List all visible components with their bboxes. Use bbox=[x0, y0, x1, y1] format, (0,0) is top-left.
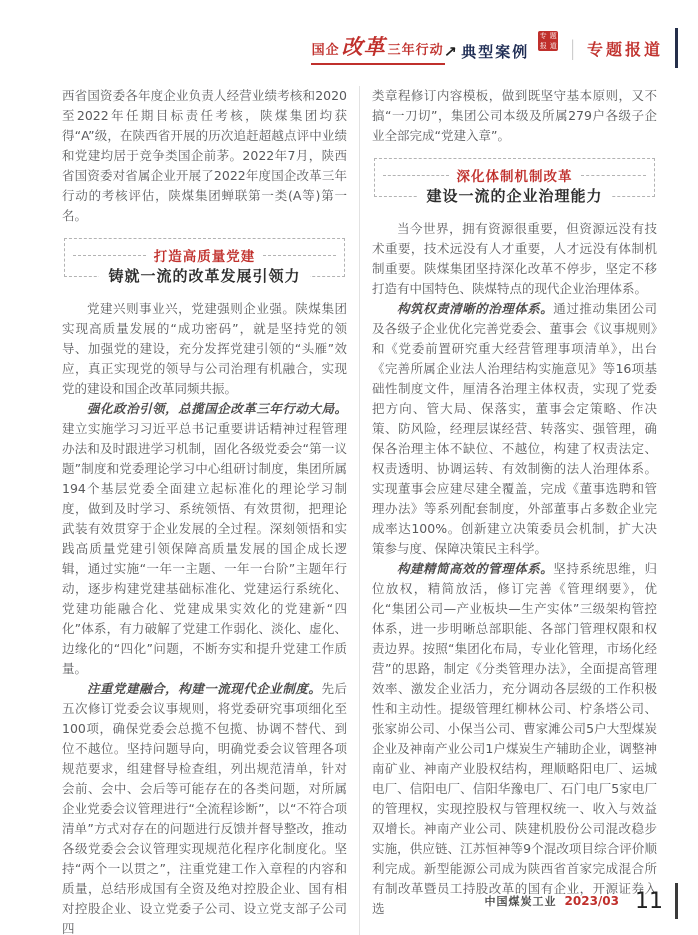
section-title-red: 深化体制机制改革 bbox=[456, 169, 573, 185]
article-body bbox=[62, 86, 657, 935]
header-divider: | bbox=[569, 36, 576, 60]
journal-title: 中国煤炭工业 bbox=[484, 895, 557, 908]
section-title-red: 打造高质量党建 bbox=[153, 249, 256, 265]
seal-character: 题 bbox=[549, 31, 557, 40]
paragraph-text: 先后五次修订党委会议事规则，将党委研究事项细化至100项，确保党委会总揽不包揽、协调不替代、到位不越位。坚持问题导向，明确党委会议管理各项规范要求，组建督导检查组，列出规范清单，针对会前、会中、会后等可能存在的各类问题，对所属企业党委会议管理进行“全流程诊断”，以“不符合项清单”方式对存在的问题进行反馈并督导整改，推动各级党委会会议管理实现规范化程序化制度化。坚持“两个一以贯之”，注重党建工作入章程的内容和质量，总结形成国有全资及绝对控股企业、国有相对控股企业、设立党委子公司、设立党支部子公司四 bbox=[62, 681, 347, 935]
seal-character: 报 bbox=[539, 41, 547, 50]
footer-vertical-rule bbox=[675, 883, 678, 919]
dashed-rule bbox=[263, 255, 336, 256]
logo-script-word: 改革 bbox=[341, 34, 386, 59]
paragraph bbox=[372, 299, 657, 559]
page-number: 11 bbox=[635, 888, 663, 914]
logo-underlined-text bbox=[311, 31, 445, 65]
paragraph bbox=[62, 399, 347, 679]
paragraph bbox=[62, 299, 347, 399]
seal-stamp-icon bbox=[538, 31, 558, 51]
paragraph bbox=[62, 679, 347, 935]
seal-character: 道 bbox=[549, 41, 557, 50]
paragraph-text: 西省国资委各年度企业负责人经营业绩考核和2020至2022年任期目标责任考核，陕煤集团均获得“A”级，在陕西省开展的历次追赶超越点评中业绩和党建均居于竞争类国企前茅。2022年7月，陕西省国资委对省属企业开展了2022年度国企改革三年行动的考核评估，陕煤集团蝉联第一类(A等)第一名。 bbox=[62, 88, 347, 223]
paragraph-lead-in: 构建精简高效的管理体系。 bbox=[397, 561, 554, 576]
left-column bbox=[62, 86, 347, 935]
dashed-rule bbox=[73, 255, 146, 256]
section-title-box bbox=[64, 238, 345, 285]
paragraph bbox=[372, 559, 657, 919]
section-title-red-row bbox=[383, 165, 646, 185]
section-title-black: 建设一流的企业治理能力 bbox=[417, 185, 611, 206]
paragraph-text: 坚持系统思维，归位放权，精简放活，修订完善《管理纲要》，优化“集团公司—产业板块—生产实体”三级架构管控体系，进一步明晰总部职能、各部门管理权限和权责边界。按照“集团化布局，专业化管理，市场化经营”的思路，制定《分类管理办法》，全面提高管理效率、激发企业活力，充分调动各层级的工作积极性和主动性。提级管理红柳林公司、柠条塔公司、张家峁公司、小保当公司、曹家滩公司5户大型煤炭企业及神南产业公司1户煤炭生产辅助企业，调整神南矿业、神南产业股权结构，理顺略阳电厂、运城电厂、信阳电厂、信阳华豫电厂、石门电厂5家电厂的管理权，实现控股权与管理权统一、收入与效益双增长。神南产业公司、陕建机股份公司混改稳步实施，供应链、江苏恒神等9个混改项目综合评价顺利完成。新型能源公司成为陕西省首家完成混合所有制改革暨员工持股改革的国有企业，开源证券入选 bbox=[372, 561, 657, 916]
right-column bbox=[372, 86, 657, 935]
paragraph bbox=[372, 86, 657, 146]
paragraph-text: 当今世界，拥有资源很重要，但资源远没有技术重要，技术远没有人才重要，人才远没有体制机制重要。陕煤集团坚持深化改革不停步，坚定不移打造有中国特色、陕煤特点的现代企业治理体系。 bbox=[372, 221, 657, 296]
paragraph-text: 建立实施学习习近平总书记重要讲话精神过程管理办法和及时跟进学习机制，固化各级党委会“第一议题”制度和党委理论学习中心组研讨制度，集团所属194个基层党委全面建立起标准化的理论学习制度，做到及时学习、系统领悟、有效贯彻，把理论武装有效贯穿于企业发展的全过程。深刻领悟和实践高质量党建引领保障高质量发展的国企成长逻辑，通过实施“一年一主题、一年一台阶”主题年行动，逐步构建党建基础标准化、党建运行系统化、党建功能融合化、党建成果实效化的党建新“四化”体系，有力破解了党建工作弱化、淡化、虚化、边缘化的“四化”问题，不断夯实和提升党建工作质量。 bbox=[62, 421, 347, 676]
paragraph-lead-in: 强化政治引领，总揽国企改革三年行动大局。 bbox=[87, 401, 347, 416]
up-right-arrow-icon: ↗ bbox=[442, 43, 458, 61]
paragraph-text: 类章程修订内容模板，做到既坚守基本原则，又不搞“一刀切”，集团公司本级及所属279户各级子企业全部完成“党建入章”。 bbox=[372, 88, 657, 143]
case-label: 典型案例 bbox=[461, 43, 530, 61]
paragraph bbox=[372, 219, 657, 299]
section-title-black-row bbox=[71, 265, 338, 286]
dashed-rule bbox=[581, 175, 647, 176]
header-vertical-rule bbox=[675, 28, 678, 68]
paragraph-text: 党建兴则事业兴，党建强则企业强。陕煤集团实现高质量发展的“成功密码”，就是坚持党的领导、加强党的建设，充分发挥党建引领的“头雁”效应，真正实现党的领导与公司治理有机融合，实现党的建设和国企改革同频共振。 bbox=[62, 301, 347, 396]
logo-suffix: 三年行动 bbox=[387, 43, 444, 58]
reform-campaign-logo bbox=[311, 31, 530, 65]
paragraph bbox=[62, 86, 347, 226]
page-footer bbox=[485, 883, 678, 919]
section-title-box bbox=[374, 158, 655, 205]
section-title-red-row bbox=[73, 245, 336, 265]
issue-number: 2023/03 bbox=[564, 894, 619, 908]
column-divider-rule bbox=[359, 86, 360, 935]
seal-character: 专 bbox=[539, 31, 547, 40]
paragraph-lead-in: 注重党建融合，构建一流现代企业制度。 bbox=[87, 681, 322, 696]
logo-prefix: 国企 bbox=[311, 43, 340, 58]
page-header bbox=[311, 28, 678, 68]
paragraph-lead-in: 构筑权责清晰的治理体系。 bbox=[397, 301, 554, 316]
report-section-label: 专题报道 bbox=[586, 39, 663, 59]
paragraph-text: 通过推动集团公司及各级子企业优化完善党委会、董事会《议事规则》和《党委前置研究重大经营管理事项清单》，出台《完善所属企业法人治理结构实施意见》等16项基础性制度文件，厘清各治理主体权责，实现了党委把方向、管大局、保落实，董事会定策略、作决策、防风险，经理层谋经营、转落实、强管理，确保各治理主体不缺位、不越位，构建了权责法定、权责透明、协调运转、有效制衡的法人治理体系。实现董事会应建尽建全覆盖，完成《董事选聘和管理办法》等系列配套制度，外部董事占多数企业完成率达100%。创新建立决策委员会机制，扩大决策参与度、保障决策民主科学。 bbox=[372, 301, 657, 556]
section-title-black-row bbox=[381, 185, 648, 206]
section-title-black: 铸就一流的改革发展引领力 bbox=[99, 265, 309, 286]
dashed-rule bbox=[383, 175, 449, 176]
